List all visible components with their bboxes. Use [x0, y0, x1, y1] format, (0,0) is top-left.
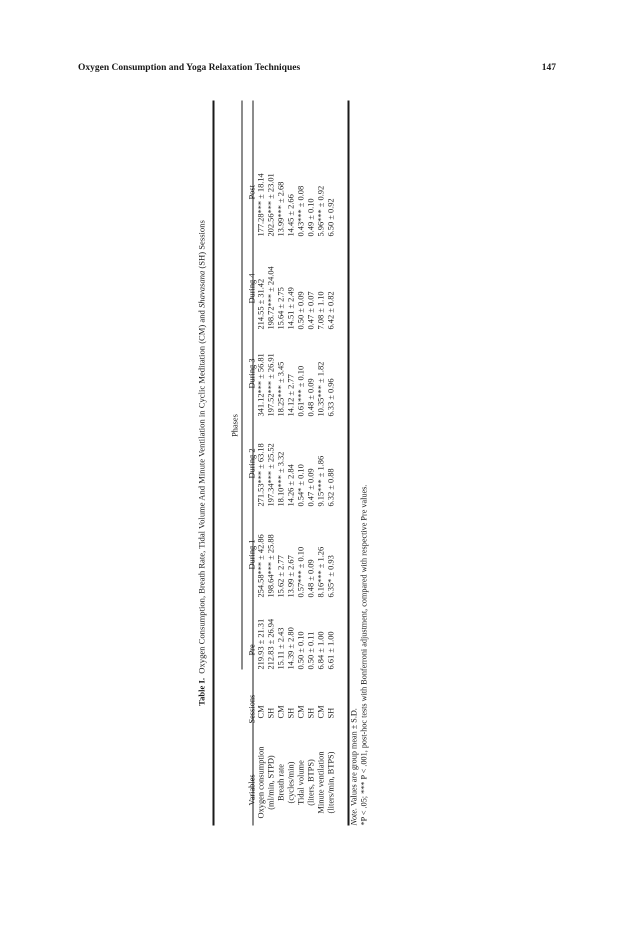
during3-cell: 18.25*** ± 3.45 — [276, 361, 286, 417]
table-row — [317, 101, 327, 826]
during3-cell: 197.52*** ± 26.91 — [266, 353, 276, 417]
running-title: Oxygen Consumption and Yoga Relaxation Techniques — [78, 63, 301, 73]
during4-cell: 214.55 ± 31.42 — [256, 278, 266, 330]
post-cell: 202.56*** ± 23.01 — [266, 173, 276, 237]
during4-header: During 4 — [247, 273, 257, 304]
pre-header: Pre — [247, 644, 257, 656]
variable-cell: (liters, BTPS) — [306, 759, 316, 806]
during1-cell: 8.16*** ± 1.26 — [316, 546, 326, 598]
variable-cell: (liters/min, BTPS) — [326, 751, 336, 814]
during1-cell: 0.48 ± 0.09 — [306, 559, 316, 598]
variable-cell: Tidal volume — [296, 760, 306, 805]
during3-cell: 6.33 ± 0.96 — [326, 378, 336, 417]
during2-cell: 18.10*** ± 3.32 — [276, 451, 286, 507]
session-cell: SH — [286, 707, 296, 719]
pre-cell: 6.84 ± 1.00 — [316, 631, 326, 670]
during1-cell: 6.35* ± 0.93 — [326, 555, 336, 598]
table-row — [287, 101, 297, 826]
during4-cell: 14.51 ± 2.49 — [286, 287, 296, 330]
post-cell: 0.43*** ± 0.08 — [296, 185, 306, 237]
session-cell: SH — [266, 707, 276, 719]
table-caption — [197, 101, 207, 826]
during2-cell: 14.26 ± 2.84 — [286, 464, 296, 507]
variable-cell: Minute ventilation — [316, 751, 326, 814]
running-header — [78, 63, 556, 77]
during1-cell: 15.62 ± 2.77 — [276, 555, 286, 598]
variable-cell: (ml/min, STPD) — [266, 755, 276, 810]
variable-cell: Oxygen consumption — [256, 746, 266, 819]
during4-cell: 7.08 ± 1.10 — [316, 291, 326, 330]
table-footnote: *P < .05; *** P < .001, post-hoc tests with Bonferroni adjustment, compared with respective Pre values. — [359, 484, 369, 826]
post-cell: 6.50 ± 0.92 — [326, 198, 336, 237]
post-cell: 5.96*** ± 0.92 — [316, 185, 326, 237]
session-cell: CM — [296, 705, 306, 719]
pre-cell: 0.50 ± 0.10 — [296, 631, 306, 670]
during3-cell: 14.12 ± 2.77 — [286, 374, 296, 417]
during1-cell: 254.58*** ± 42.86 — [256, 534, 266, 598]
session-cell: SH — [326, 707, 336, 719]
session-cell: CM — [316, 705, 326, 719]
caption-end: (SH) Sessions — [196, 220, 207, 271]
variable-cell: Breath rate — [276, 764, 286, 801]
pre-cell: 212.83 ± 26.94 — [266, 618, 276, 670]
rotated-table-block — [197, 101, 367, 826]
during4-cell: 198.72*** ± 24.04 — [266, 266, 276, 330]
during4-cell: 0.50 ± 0.09 — [296, 291, 306, 330]
session-cell: SH — [306, 707, 316, 719]
during2-cell: 197.34*** ± 25.52 — [266, 443, 276, 507]
table-label: Table I. — [196, 678, 207, 706]
pre-cell: 0.50 ± 0.11 — [306, 631, 316, 670]
phases-rule — [242, 101, 243, 670]
table-row — [277, 101, 287, 826]
note-label: Note. — [349, 807, 359, 826]
sessions-header: Sessions — [247, 694, 257, 724]
caption-main: Oxygen Consumption, Breath Rate, Tidal Volume And Minute Ventilation in Cyclic Meditation (CM) and — [196, 308, 207, 674]
note-text: Values are group mean ± S.D. — [349, 708, 359, 808]
pre-cell: 15.11 ± 2.43 — [276, 627, 286, 670]
during3-cell: 0.48 ± 0.09 — [306, 378, 316, 417]
table-row — [327, 101, 337, 826]
during3-cell: 341.12*** ± 56.81 — [256, 353, 266, 417]
during1-cell: 13.99 ± 2.67 — [286, 555, 296, 598]
caption-italic: Shavasana — [196, 270, 207, 308]
during4-cell: 15.64 ± 2.75 — [276, 287, 286, 330]
variable-cell: (cycles/min) — [286, 761, 296, 804]
table-note — [350, 708, 359, 825]
during4-cell: 6.42 ± 0.82 — [326, 291, 336, 330]
post-cell: 0.49 ± 0.10 — [306, 198, 316, 237]
during1-cell: 0.57*** ± 0.10 — [296, 546, 306, 598]
post-cell: 14.45 ± 2.66 — [286, 194, 296, 237]
page-number: 147 — [541, 63, 556, 73]
post-cell: 13.99*** ± 2.68 — [276, 181, 286, 237]
during3-header: During 3 — [247, 358, 257, 389]
table-row — [307, 101, 317, 826]
during3-cell: 0.61*** ± 0.10 — [296, 365, 306, 417]
during2-header: During 2 — [247, 448, 257, 479]
pre-cell: 14.39 ± 2.80 — [286, 627, 296, 670]
table-row — [267, 101, 277, 826]
table-top-rule — [213, 101, 215, 826]
during1-header: During 1 — [247, 539, 257, 570]
pre-cell: 6.61 ± 1.00 — [326, 631, 336, 670]
table-row — [257, 101, 267, 826]
during2-cell: 9.15*** ± 1.86 — [316, 455, 326, 507]
post-cell: 177.28*** ± 18.14 — [256, 173, 266, 237]
pre-cell: 219.93 ± 21.31 — [256, 618, 266, 670]
session-cell: CM — [256, 705, 266, 719]
session-cell: CM — [276, 705, 286, 719]
post-header: Post — [247, 185, 257, 200]
during3-cell: 10.35*** ± 1.82 — [316, 361, 326, 417]
during2-cell: 0.54* ± 0.10 — [296, 464, 306, 507]
during2-cell: 271.53*** ± 63.18 — [256, 443, 266, 507]
during4-cell: 0.47 ± 0.07 — [306, 291, 316, 330]
variables-header: Variables — [247, 774, 257, 806]
during1-cell: 198.64*** ± 25.88 — [266, 534, 276, 598]
table-row — [297, 101, 307, 826]
during2-cell: 0.47 ± 0.09 — [306, 468, 316, 507]
during2-cell: 6.32 ± 0.88 — [326, 468, 336, 507]
phases-header: Phases — [230, 414, 240, 437]
